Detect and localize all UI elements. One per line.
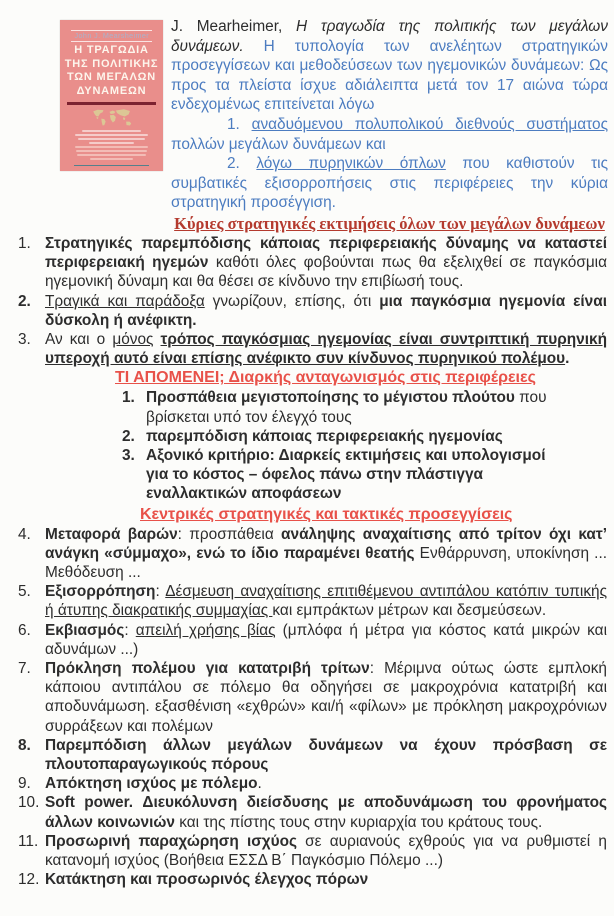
list-item-text: Στρατηγικές παρεμπόδισης κάποιας περιφερειακής δύναμης να καταστεί περιφερειακή ηγεμών καθότι όλες φοβούνται πως θα εξελιχθεί σε παγκόσμια ηγεμονική δύναμη και θα θέσει σε κίνδυνο την επιβίωσή τους.: [45, 234, 607, 291]
sublist-item: [120, 446, 558, 504]
list-item-text: Παρεμπόδιση άλλων μεγάλων δυνάμεων να έχουν πρόσβαση σε πλουτοπαραγωγικούς πόρους: [45, 736, 607, 774]
book-title: [65, 44, 159, 98]
list-item-number: 5.: [18, 583, 31, 601]
list-item: [16, 659, 608, 736]
sublist-item: [120, 388, 558, 426]
list-item: [16, 582, 608, 620]
list-item-number: 4.: [18, 525, 31, 543]
list-item: [16, 774, 608, 793]
sublist-item-number: 3.: [122, 446, 135, 464]
list-item: [16, 870, 608, 889]
list-item-text: Πρόκληση πολέμου για κατατριβή τρίτων: Μέριμνα ούτως ώστε εμπλοκή κάποιου αντιπάλου σε πόλεμο θα οδηγήσει σε μακροχρόνια κατατριβή και αποδυνάμωση. εξασθένιση «εχθρών» και/ή «φίλων» με πρόκληση μακροχρόνιων συρράξεων και πολέμων: [45, 660, 607, 735]
heading-main-estimates: Κύριες στρατηγικές εκτιμήσεις όλων των μεγάλων δυνάμεων: [174, 213, 605, 233]
book-author: John J. Mearsheimer: [74, 30, 149, 40]
cover-publisher-line: [74, 165, 149, 166]
list-item: [16, 234, 608, 292]
sublist-item: [120, 427, 558, 446]
cover-fine-print: [73, 130, 150, 160]
list-item: [16, 292, 608, 330]
list-item-number: 2.: [18, 292, 31, 310]
central-strategies-list: [16, 525, 608, 890]
list-item-number: 1.: [18, 234, 31, 252]
what-remains-sublist: [120, 388, 558, 503]
list-item-number: 8.: [18, 736, 31, 754]
list-item-text: Κατάκτηση και προσωρινός έλεγχος πόρων: [45, 871, 369, 889]
sublist-item-text: Αξονικό κριτήριο: Διαρκείς εκτιμήσεις και υπολογισμοί για το κόστος – όφελος πάνω στην πλάστιγγα εναλλακτικών αποφάσεων: [146, 446, 546, 503]
sublist-item-number: 2.: [122, 427, 135, 445]
list-item-number: 9.: [18, 775, 31, 793]
list-item-number: 3.: [18, 330, 31, 348]
list-item-text: Απόκτηση ισχύος με πόλεμο.: [45, 775, 262, 793]
list-item-text: Μεταφορά βαρών: προσπάθεια ανάληψης αναχαίτισης από τρίτον όχι κατ’ ανάγκη «σύμμαχο», ενώ το ίδιο παραμένει θεατής Ενθάρρυνση, υποκίνηση ... Μεθόδευση ...: [45, 525, 608, 581]
sublist-item-text: παρεμπόδιση κάποιας περιφερειακής ηγεμονίας: [146, 427, 503, 445]
cover-divider-bar: [67, 102, 156, 105]
list-item-number: 6.: [18, 621, 31, 639]
list-item-text: Προσωρινή παραχώρηση ισχύος σε αυριανούς εχθρούς για να ρυθμιστεί η κατανομή ισχύος (Βοήθεια ΕΣΣΔ Β΄ Παγκόσμιο Πόλεμο ...): [45, 832, 607, 870]
world-map-graphic: [68, 108, 156, 127]
sublist-item-number: 1.: [122, 389, 135, 407]
book-cover: [60, 20, 163, 171]
list-item-number: 12.: [18, 871, 40, 889]
list-item-text: Αν και ο μόνος τρόπος παγκόσμιας ηγεμονίας είναι συντριπτική πυρηνική υπεροχή αυτό είναι επίσης ανέφικτο συν κίνδυνος πυρηνικού πολέμου.: [45, 330, 607, 368]
list-item-number: 11.: [18, 832, 39, 850]
list-item: [16, 525, 608, 583]
heading-central-strategies: Κεντρικές στρατηγικές και τακτικές προσεγγίσεις: [140, 505, 513, 523]
intro-numbered-point-1: 1. αναδυόμενου πολυπολικού διεθνούς συστήματος πολλών μεγάλων δυνάμεων και: [171, 115, 608, 153]
list-item: [16, 621, 608, 659]
list-item-number: 10.: [18, 794, 40, 812]
list-item: [16, 330, 608, 368]
intro-paragraph: J. Mearheimer, Η τραγωδία της πολιτικής των μεγάλων δυνάμεων. Η τυπολογία των ανελέητων στρατηγικών προσεγγίσεων και μεθοδεύσεων των ηγεμονικών δυνάμεων: Ως προς τα πλείστα ίσχυε αδιάλειπτα μετά τον 17 αιώνα τώρα ενδεχομένως επιτείνεται λόγω: [171, 18, 608, 114]
list-item-text: Εκβιασμός: απειλή χρήσης βίας (μπλόφα ή μέτρα για κόστος κατά μικρών και αδυνάμων ...): [45, 621, 607, 658]
book-title-line: Η ΤΡΑΓΩΔΙΑ: [74, 44, 149, 56]
list-item-number: 7.: [18, 660, 31, 677]
list-item-text: Soft power. Διευκόλυνση διείσδυσης με αποδυνάμωση του φρονήματος άλλων κοινωνιών και της πίστης τους στην κυριαρχία του κράτους τους.: [45, 794, 607, 831]
heading-what-remains: ΤΙ ΑΠΟΜΕΝΕΙ; Διαρκής ανταγωνισμός στις περιφέρειες: [115, 369, 536, 387]
intro-text-block: [171, 17, 608, 234]
list-item: [16, 793, 608, 831]
book-title-line: ΔΥΝΑΜΕΩΝ: [76, 84, 147, 97]
sublist-item-text: Προσπάθεια μεγιστοποίησης το μέγιστου πλούτου που βρίσκεται υπό τον έλεγχό τους: [146, 389, 547, 426]
list-item: [16, 832, 608, 870]
intro-numbered-point-2: 2. λόγω πυρηνικών όπλων που καθιστούν τις συμβατικές εξισορροπήσεις στις περιφέρειες την κύρια στρατηγική προσέγγιση.: [171, 155, 608, 212]
book-title-line: ΤΗΣ ΠΟΛΙΤΙΚΗΣ: [64, 57, 159, 70]
header-section: [16, 15, 608, 234]
book-title-line: ΤΩΝ ΜΕΓΑΛΩΝ: [66, 71, 157, 83]
strategic-estimates-list: [16, 234, 608, 368]
list-item: [16, 736, 608, 774]
list-item-text: Τραγικά και παράδοξα γνωρίζουν, επίσης, ότι μια παγκόσμια ηγεμονία είναι δύσκολη ή ανέφικτη.: [45, 292, 607, 329]
list-item-text: Εξισορρόπηση: Δέσμευση αναχαίτισης επιτιθέμενου αντιπάλου κατόπιν τυπικής ή άτυπης διακρατικής συμμαχίας και εμπράκτων μέτρων και δεσμεύσεων.: [45, 583, 607, 620]
